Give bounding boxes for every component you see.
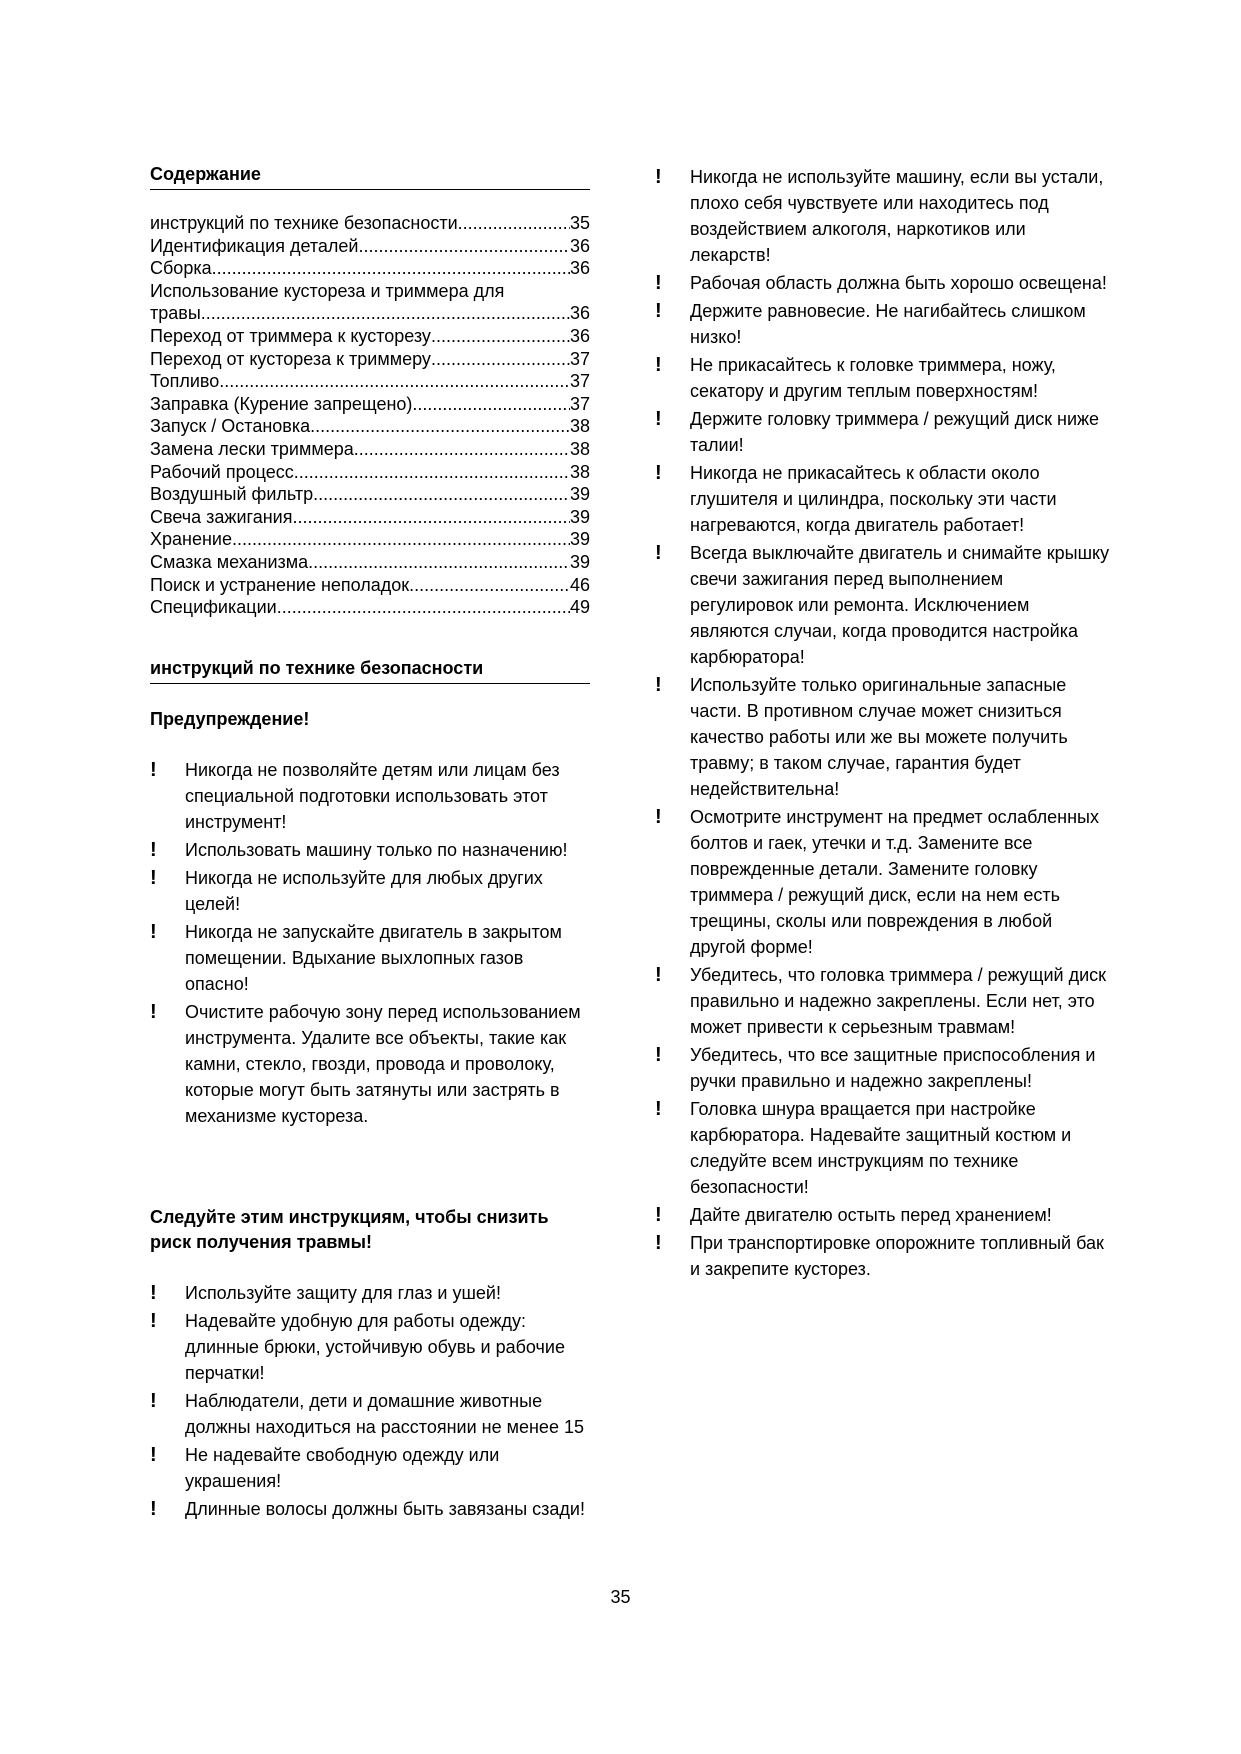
exclamation-icon: ! (150, 1390, 157, 1412)
toc-entry (150, 506, 590, 529)
warning-item-text: Используйте защиту для глаз и ушей! (185, 1283, 501, 1303)
toc-entry (150, 551, 590, 574)
warning-item (655, 540, 1110, 670)
warning-item (150, 1388, 590, 1440)
warning-item-text: Держите головку триммера / режущий диск ниже талии! (690, 409, 1100, 455)
exclamation-icon: ! (655, 542, 662, 564)
toc-entry (150, 325, 590, 348)
warning-item-text: Никогда не позволяйте детям или лицам без специальной подготовки использовать этот инструмент! (185, 760, 560, 832)
toc-entry-label: Топливо (150, 371, 220, 392)
toc-entry (150, 235, 590, 258)
exclamation-icon: ! (150, 759, 157, 781)
warning-item (150, 1280, 590, 1306)
warning-item (655, 164, 1110, 268)
toc-entry (150, 393, 590, 416)
exclamation-icon: ! (150, 867, 157, 889)
warning-item-text: Держите равновесие. Не нагибайтесь слишком низко! (690, 301, 1086, 347)
toc-entry-label: Переход от триммера к кусторезу (150, 325, 431, 346)
warning-item (655, 962, 1110, 1040)
warning-item (655, 460, 1110, 538)
exclamation-icon: ! (150, 1001, 157, 1023)
toc-entry-page: 36 (569, 258, 590, 279)
warning-item-text: Головка шнура вращается при настройке карбюратора. Надевайте защитный костюм и следуйте всем инструкциям по технике безопасности! (690, 1099, 1072, 1197)
exclamation-icon: ! (655, 354, 662, 376)
toc-entry-label: Запуск / Остановка (150, 416, 311, 437)
warning-item-text: Никогда не используйте машину, если вы устали, плохо себя чувствуете или находитесь под воздействием алкоголя, наркотиков или лекарств! (690, 167, 1104, 265)
injury-list (150, 1280, 590, 1524)
warning-item (655, 672, 1110, 802)
toc-entry-page: 39 (569, 529, 590, 550)
warning-item-text: Наблюдатели, дети и домашние животные должны находиться на расстоянии не менее 15 (185, 1391, 584, 1437)
toc-entry-page: 46 (569, 574, 590, 595)
exclamation-icon: ! (655, 1044, 662, 1066)
warning-list-continued (655, 164, 1110, 1284)
exclamation-icon: ! (655, 408, 662, 430)
toc-title: Содержание (150, 163, 590, 190)
toc-entry-page: 37 (569, 393, 590, 414)
toc-entry-page: 38 (569, 416, 590, 437)
warning-item (150, 999, 590, 1129)
safety-title: инструкций по технике безопасности (150, 657, 590, 684)
exclamation-icon: ! (655, 272, 662, 294)
toc-entry-page: 38 (569, 438, 590, 459)
toc-entry-label: Смазка механизма (150, 551, 309, 572)
warning-item (655, 1042, 1110, 1094)
warning-item (655, 804, 1110, 960)
toc-entry (150, 574, 590, 597)
exclamation-icon: ! (655, 964, 662, 986)
exclamation-icon: ! (150, 1310, 157, 1332)
warning-item (655, 298, 1110, 350)
toc-entry-page: 36 (569, 325, 590, 346)
toc-entry (150, 280, 590, 325)
injury-heading: Следуйте этим инструкциям, чтобы снизить риск получения травмы! (150, 1207, 549, 1252)
exclamation-icon: ! (655, 806, 662, 828)
warning-item-text: Очистите рабочую зону перед использованием инструмента. Удалите все объекты, такие как камни, стекло, гвозди, провода и проволоку, которые могут быть затянуты или застрять в механизме кустореза. (185, 1002, 581, 1126)
warning-item-text: Используйте только оригинальные запасные части. В противном случае может снизиться качество работы или же вы можете получить травму; в таком случае, гарантия будет недействительна! (690, 675, 1068, 799)
toc-entry (150, 528, 590, 551)
exclamation-icon: ! (655, 166, 662, 188)
toc-entry-label: Поиск и устранение неполадок (150, 574, 410, 595)
exclamation-icon: ! (655, 1204, 662, 1226)
toc-entry (150, 415, 590, 438)
toc-entry (150, 370, 590, 393)
warning-heading: Предупреждение! (150, 709, 310, 729)
warning-item-text: Не надевайте свободную одежду или украшения! (185, 1445, 500, 1491)
warning-item (655, 1202, 1110, 1228)
page-number: 35 (610, 1587, 631, 1607)
warning-item-text: Никогда не используйте для любых других целей! (185, 868, 543, 914)
warning-item (150, 1442, 590, 1494)
exclamation-icon: ! (655, 300, 662, 322)
exclamation-icon: ! (655, 1098, 662, 1120)
warning-list (150, 757, 590, 1131)
warning-item (655, 406, 1110, 458)
warning-item-text: Длинные волосы должны быть завязаны сзади! (185, 1499, 585, 1519)
exclamation-icon: ! (150, 839, 157, 861)
toc-entry-label: Спецификации (150, 597, 277, 618)
warning-item-text: Использовать машину только по назначению! (185, 840, 568, 860)
toc-entry-page: 39 (569, 551, 590, 572)
toc-entry-page: 36 (569, 303, 590, 324)
toc-entry-page: 49 (569, 597, 590, 618)
warning-item-text: Никогда не прикасайтесь к области около глушителя и цилиндра, поскольку эти части нагреваются, когда двигатель работает! (690, 463, 1057, 535)
toc-entry (150, 438, 590, 461)
toc-entry-label: Переход от кустореза к триммеру (150, 348, 431, 369)
warning-item (150, 919, 590, 997)
toc-entry (150, 461, 590, 484)
exclamation-icon: ! (150, 1498, 157, 1520)
warning-item-text: Не прикасайтесь к головке триммера, ножу, секатору и другим теплым поверхностям! (690, 355, 1056, 401)
toc-entry (150, 212, 590, 235)
warning-item-text: При транспортировке опорожните топливный бак и закрепите кусторез. (690, 1233, 1104, 1279)
toc-entry-label: травы (150, 303, 201, 324)
warning-item (655, 270, 1110, 296)
toc-entry-page: 39 (569, 506, 590, 527)
toc-entry-page: 37 (569, 348, 590, 369)
toc-list (150, 212, 590, 619)
toc-entry (150, 257, 590, 280)
toc-entry-page: 38 (569, 461, 590, 482)
exclamation-icon: ! (655, 462, 662, 484)
toc-entry (150, 483, 590, 506)
toc-entry (150, 348, 590, 371)
warning-item (150, 757, 590, 835)
warning-item (655, 1096, 1110, 1200)
toc-entry-label: Замена лески триммера (150, 438, 354, 459)
exclamation-icon: ! (655, 674, 662, 696)
warning-item (150, 865, 590, 917)
warning-item (150, 1496, 590, 1522)
toc-entry-page: 37 (569, 371, 590, 392)
warning-item-text: Дайте двигателю остыть перед хранением! (690, 1205, 1052, 1225)
toc-entry-label: инструкций по технике безопасности (150, 213, 458, 233)
toc-entry-label: Заправка (Курение запрещено) (150, 393, 413, 414)
warning-item-text: Убедитесь, что головка триммера / режущий диск правильно и надежно закреплены. Если нет, это может привести к серьезным травмам! (690, 965, 1107, 1037)
warning-item-text: Убедитесь, что все защитные приспособления и ручки правильно и надежно закреплены! (690, 1045, 1096, 1091)
exclamation-icon: ! (150, 921, 157, 943)
toc-entry (150, 596, 590, 619)
warning-item-text: Осмотрите инструмент на предмет ослабленных болтов и гаек, утечки и т.д. Замените все поврежденные детали. Замените головку триммера / режущий диск, если на нем есть трещины, сколы или повреждения в любой другой форме! (690, 807, 1099, 957)
toc-entry-page: 39 (569, 484, 590, 505)
exclamation-icon: ! (150, 1282, 157, 1304)
toc-entry-label: Воздушный фильтр (150, 484, 314, 505)
warning-item (150, 837, 590, 863)
toc-entry-page: 35 (569, 213, 590, 233)
warning-item-text: Надевайте удобную для работы одежду: длинные брюки, устойчивую обувь и рабочие перчатки! (185, 1311, 565, 1383)
warning-item-text: Рабочая область должна быть хорошо освещена! (690, 273, 1107, 293)
toc-entry-label: Идентификация деталей (150, 235, 359, 256)
exclamation-icon: ! (655, 1232, 662, 1254)
warning-item (655, 1230, 1110, 1282)
toc-entry-label-line: Использование кустореза и триммера для (150, 280, 505, 301)
warning-item-text: Никогда не запускайте двигатель в закрытом помещении. Вдыхание выхлопных газов опасно! (185, 922, 562, 994)
toc-entry-label: Рабочий процесс (150, 461, 294, 482)
warning-item (150, 1308, 590, 1386)
toc-entry-label: Сборка (150, 258, 212, 279)
warning-item (655, 352, 1110, 404)
toc-entry-page: 36 (569, 235, 590, 256)
toc-entry-label: Хранение (150, 529, 232, 550)
warning-item-text: Всегда выключайте двигатель и снимайте крышку свечи зажигания перед выполнением регулировок или ремонта. Исключением являются случаи, когда проводится настройка карбюратора! (690, 543, 1110, 667)
toc-entry-label: Свеча зажигания (150, 506, 293, 527)
exclamation-icon: ! (150, 1444, 157, 1466)
